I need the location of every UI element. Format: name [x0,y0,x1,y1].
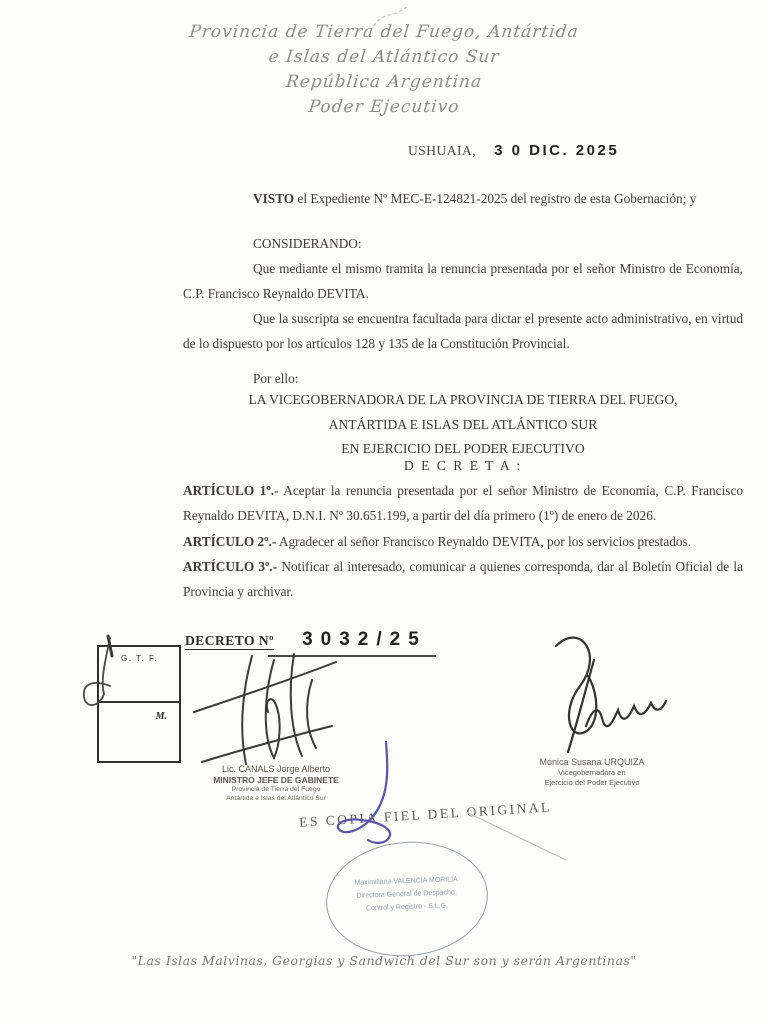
signatory-org: Provincia de Tierra del Fuego [231,786,321,793]
visto-paragraph [183,186,743,211]
signatory-org: Antártida e Islas del Atlántico Sur [226,795,326,802]
dateline [408,142,619,160]
letterhead-line: Provincia de Tierra del Fuego, Antártida [188,22,580,42]
faint-stroke-icon [462,806,572,866]
footer-motto: "Las Islas Malvinas, Georgias y Sandwich del Sur son y serán Argentinas" [131,953,637,968]
article-2 [183,529,743,554]
article-3 [183,554,743,605]
dateline-city: USHUAIA, [408,143,477,158]
urquiza-signature-stamp [512,757,672,788]
oval-stamp-line: Maximiliana VALENCIA MORILIA [354,876,458,887]
visto-text: el Expediente Nº MEC-E-124821-2025 del registro de esta Gobernación; y [294,191,697,206]
articles-block [183,478,743,604]
article-2-text: Agradecer al señor Francisco Reynaldo DEVITA, por los servicios prestados. [276,533,692,549]
signatory-title: MINISTRO JEFE DE GABINETE [213,775,339,785]
oval-stamp-line: Control y Registro - S.L.G. [365,902,449,913]
decree-number-line [185,629,427,651]
authority-line: EN EJERCICIO DEL PODER EJECUTIVO [341,441,585,456]
letterhead-line: Poder Ejecutivo [307,97,461,117]
considerando-paragraph: Que mediante el mismo tramita la renuncia presentada por el señor Ministro de Economía, C.P. Francisco Reynaldo DEVITA. [183,261,743,301]
authority-line: LA VICEGOBERNADORA DE LA PROVINCIA DE TIERRA DEL FUEGO, [248,392,678,407]
considerando-heading: CONSIDERANDO: [253,236,362,251]
urquiza-signature-icon [526,626,668,766]
signatory-title: Ejercicio del Poder Ejecutivo [544,778,640,787]
gtf-pen-squiggle-icon [74,628,166,728]
letterhead-line: e Islas del Atlántico Sur [267,47,501,67]
article-1 [183,478,743,529]
letterhead [0,20,768,120]
decreta-line: D E C R E T A : [403,458,523,473]
date-stamp: 3 0 DIC. 2025 [494,142,620,159]
gtf-stamp-initials: M. [155,711,167,722]
visto-label: VISTO [253,191,295,206]
oval-stamp-text [326,872,487,917]
signatory-name: Mónica Susana URQUIZA [539,757,645,767]
article-3-label: ARTÍCULO 3º.- [183,558,278,574]
authority-block [183,388,743,462]
article-3-text: Notificar al interesado, comunicar a quienes corresponda, dar al Boletín Oficial de la Provincia y archivar. [183,558,744,600]
por-ello-line: Por ello: [253,371,299,386]
signatory-title: Vicegobernadora en [558,768,626,777]
authority-line: ANTÁRTIDA E ISLAS DEL ATLÁNTICO SUR [328,416,598,432]
oval-stamp-line: Directora General de Despacho, [356,889,457,900]
article-1-label: ARTÍCULO 1º.- [183,483,279,498]
registrar-signature-icon [318,740,440,852]
signatory-name: Lic. CANALS Jorge Alberto [221,764,331,774]
article-1-text: Aceptar la renuncia presentada por el señor Ministro de Economía, C.P. Francisco Reynaldo DEVITA, D.N.I. Nº 30.651.199, a partir del día primero (1º) de enero de 2026. [183,483,744,524]
gtf-stamp-header: G. T. F. [121,654,159,663]
decree-number-label: DECRETO Nº [185,633,275,648]
letterhead-line: República Argentina [284,72,484,92]
considerando-paragraph: Que la suscripta se encuentra facultada para dictar el presente acto administrativo, en virtud de lo dispuesto por los artículos 128 y 135 de la Constitución Provincial. [183,311,743,351]
article-2-label: ARTÍCULO 2º.- [183,533,277,549]
copy-certification-stamp: ES COPIA FIEL DEL ORIGINAL [298,799,553,830]
decree-number-stamp: 3032/25 [302,629,427,650]
